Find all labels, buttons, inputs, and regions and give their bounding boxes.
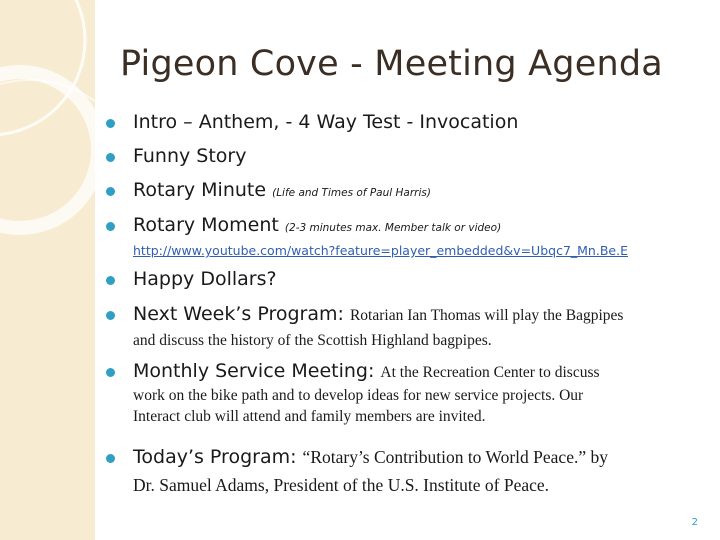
agenda-item-detail: At the Recreation Center to discuss [380, 364, 600, 381]
agenda-item-text: Today’s Program: [133, 446, 303, 468]
bullet-icon [106, 454, 115, 463]
slide-title: Pigeon Cove - Meeting Agenda [120, 44, 663, 84]
agenda-item-text: Monthly Service Meeting: [133, 360, 381, 382]
bullet-icon [106, 222, 115, 231]
agenda-item-line [133, 360, 600, 382]
agenda-item-text: Happy Dollars? [133, 268, 277, 290]
left-sidebar [0, 0, 95, 540]
agenda-item-detail-line: work on the bike path and to develop ideas for new service projects. Our [133, 387, 584, 404]
agenda-item-line [133, 179, 431, 201]
agenda-item-line [133, 446, 608, 468]
video-link-line [133, 240, 628, 259]
agenda-item-text: Next Week’s Program: [133, 303, 350, 325]
bullet-icon [106, 119, 115, 128]
agenda-item-text: Intro – Anthem, - 4 Way Test - Invocation [133, 111, 519, 133]
agenda-item-detail: Rotarian Ian Thomas will play the Bagpipes [349, 307, 624, 324]
page-number: 2 [691, 517, 698, 528]
agenda-item-line [133, 303, 623, 325]
bullet-icon [106, 276, 115, 285]
bullet-icon [106, 311, 115, 320]
bullet-icon [106, 368, 115, 377]
agenda-item-detail-line: and discuss the history of the Scottish Highland bagpipes. [133, 332, 492, 349]
agenda-item-line [133, 214, 501, 236]
agenda-item-detail-line: Interact club will attend and family members are invited. [133, 408, 486, 425]
youtube-video-link[interactable]: http://www.youtube.com/watch?feature=player_embedded&v=Ubqc7_Mn.Be.E [133, 243, 628, 258]
bullet-icon [106, 187, 115, 196]
agenda-item-text: Rotary Minute [133, 179, 273, 201]
agenda-item-text: Rotary Moment [133, 214, 285, 236]
agenda-item-text: Funny Story [133, 145, 247, 167]
agenda-item-note: (2-3 minutes max. Member talk or video) [284, 222, 502, 234]
bullet-icon [106, 153, 115, 162]
agenda-item-detail-line: Dr. Samuel Adams, President of the U.S. Institute of Peace. [133, 475, 550, 495]
agenda-item-detail: “Rotary’s Contribution to World Peace.” by [302, 447, 608, 467]
agenda-item-note: (Life and Times of Paul Harris) [272, 187, 431, 199]
